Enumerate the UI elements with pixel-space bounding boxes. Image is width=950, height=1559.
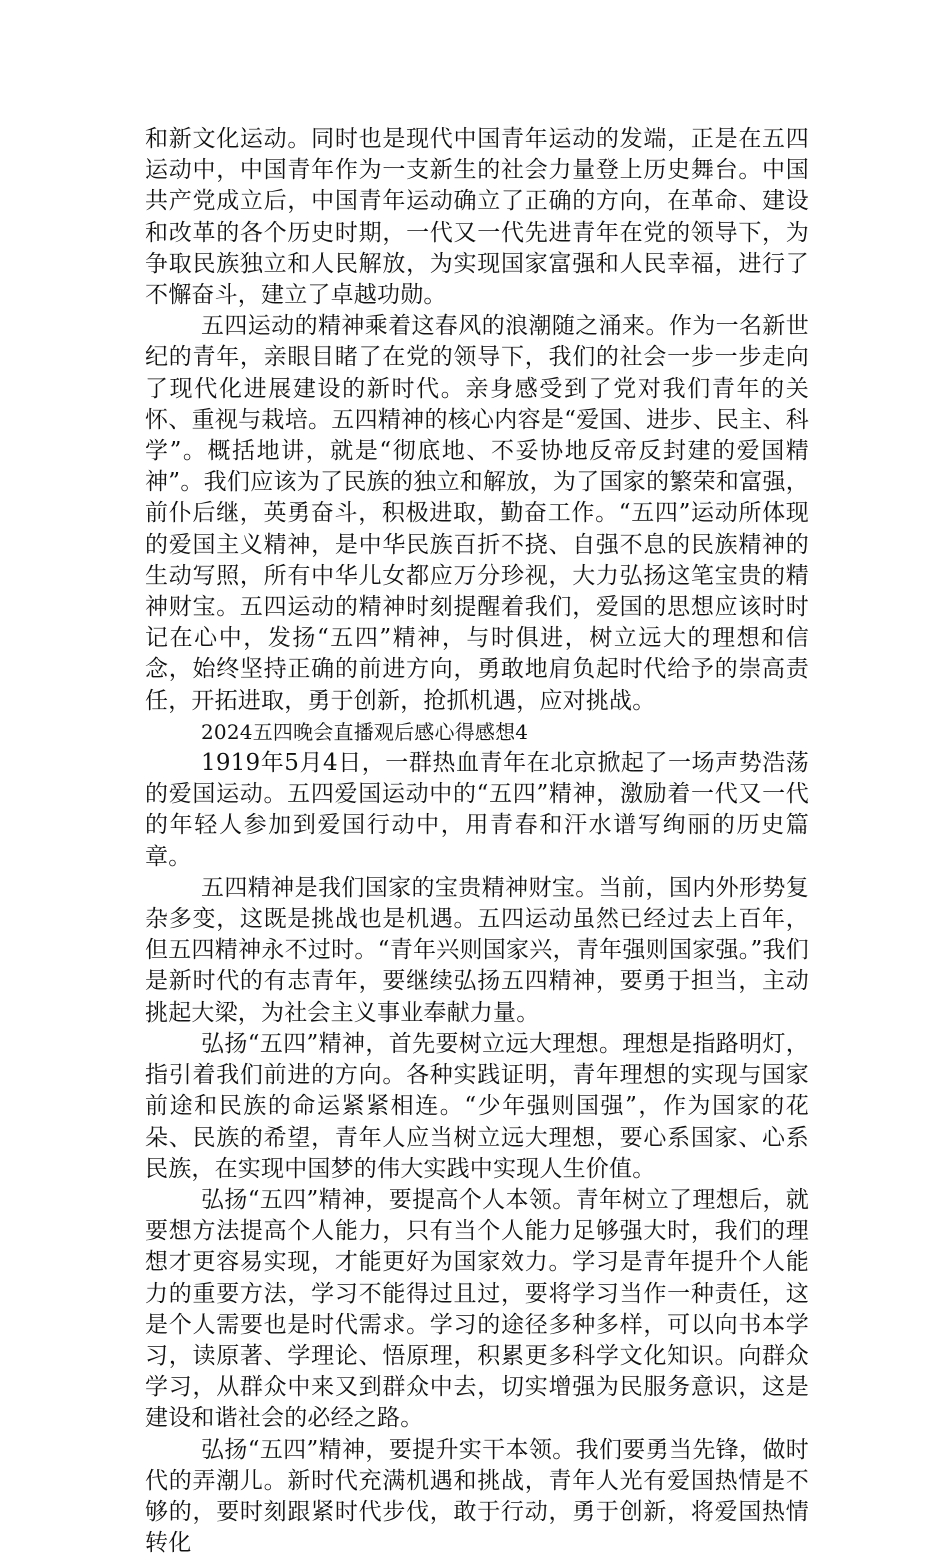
paragraph-wusi-spirit: 五四运动的精神乘着这春风的浪潮随之涌来。作为一名新世纪的青年，亲眼目睹了在党的领导下，我们的社会一步一步走向了现代化进展建设的新时代。亲身感受到了党对我们青年的关怀、重视与栽培。五四精神的核心内容是“爱国、进步、民主、科学”。概括地讲，就是“彻底地、不妥协地反帝反封建的爱国精神”。我们应该为了民族的独立和解放，为了国家的繁荣和富强，前仆后继，英勇奋斗，积极进取，勤奋工作。“五四”运动所体现的爱国主义精神，是中华民族百折不挠、自强不息的民族精神的生动写照，所有中华儿女都应万分珍视，大力弘扬这笔宝贵的精神财宝。五四运动的精神时刻提醒着我们，爱国的思想应该时时记在心中，发扬“五四”精神，与时俱进，树立远大的理想和信念，始终坚持正确的前进方向，勇敢地肩负起时代给予的崇高责任，开拓进取，勇于创新，抢抓机遇，应对挑战。 — [145, 313, 809, 714]
paragraph-practice: 弘扬“五四”精神，要提升实干本领。我们要勇当先锋，做时代的弄潮儿。新时代充满机遇和挑战，青年人光有爱国热情是不够的，要时刻跟紧时代步伐，敢于行动，勇于创新，将爱国热情转化 — [145, 1436, 809, 1557]
paragraph-abilities: 弘扬“五四”精神，要提高个人本领。青年树立了理想后，就要想方法提高个人能力，只有当个人能力足够强大时，我们的理想才更容易实现，才能更好为国家效力。学习是青年提升个人能力的重要方法，学习不能得过且过，要将学习当作一种责任，这是个人需要也是时代需求。学习的途径多种多样，可以向书本学习，读原著、学理论、悟原理，积累更多科学文化知识。向群众学习，从群众中来又到群众中去，切实增强为民服务意识，这是建设和谐社会的必经之路。 — [145, 1186, 809, 1432]
paragraph-ideals: 弘扬“五四”精神，首先要树立远大理想。理想是指路明灯，指引着我们前进的方向。各种实践证明，青年理想的实现与国家前途和民族的命运紧紧相连。“少年强则国强”，作为国家的花朵、民族的希望，青年人应当树立远大理想，要心系国家、心系民族，在实现中国梦的伟大实践中实现人生价值。 — [145, 1030, 809, 1182]
paragraph-continuation: 和新文化运动。同时也是现代中国青年运动的发端，正是在五四运动中，中国青年作为一支新生的社会力量登上历史舞台。中国共产党成立后，中国青年运动确立了正确的方向，在革命、建设和改革的各个历史时期，一代又一代先进青年在党的领导下，为争取民族独立和人民解放，为实现国家富强和人民幸福，进行了不懈奋斗，建立了卓越功勋。 — [145, 126, 809, 309]
paragraph-1919: 1919年5月4日，一群热血青年在北京掀起了一场声势浩荡的爱国运动。五四爱国运动中的“五四”精神，激励着一代又一代的年轻人参加到爱国行动中，用青春和汗水谱写绚丽的历史篇章。 — [145, 750, 809, 870]
paragraph-treasure: 五四精神是我们国家的宝贵精神财宝。当前，国内外形势复杂多变，这既是挑战也是机遇。五四运动虽然已经过去上百年，但五四精神永不过时。“青年兴则国家兴，青年强则国家强。”我们是新时代的有志青年，要继续弘扬五四精神，要勇于担当，主动挑起大梁，为社会主义事业奉献力量。 — [145, 874, 809, 1026]
section-heading: 2024五四晚会直播观后感心得感想4 — [201, 719, 529, 744]
